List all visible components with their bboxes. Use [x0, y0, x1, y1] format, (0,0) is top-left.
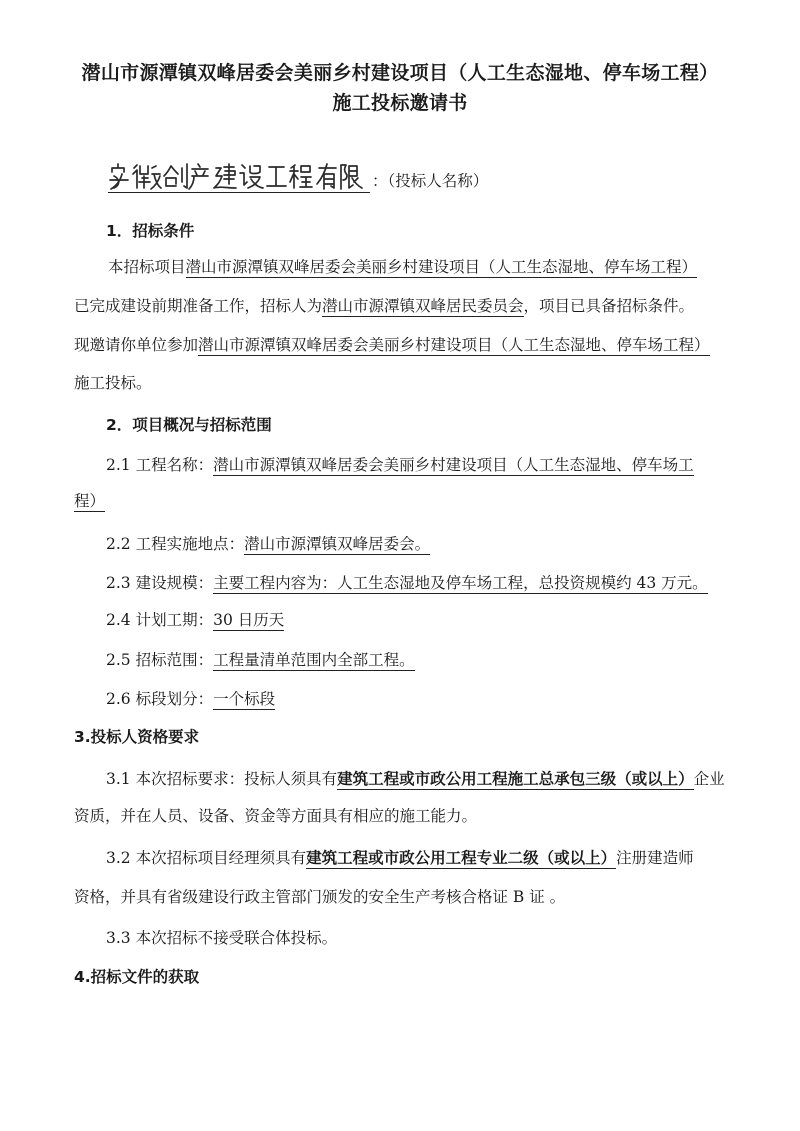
section1-para2-prefix: 已完成建设前期准备工作，招标人为	[74, 297, 323, 315]
item-3-2-requirement: 建筑工程或市政公用工程专业二级（或以上）	[306, 848, 617, 867]
bidder-name-suffix: ：（投标人名称）	[372, 172, 489, 190]
item-3-1-suffix: 企业	[693, 770, 725, 788]
item-2-1-label: 2.1 工程名称：	[106, 456, 214, 474]
section1-para3-prefix: 现邀请你单位参加	[74, 336, 199, 354]
section3-heading: 3.投标人资格要求	[74, 728, 200, 746]
item-2-4	[106, 609, 284, 631]
project-name-underlined-2: 潜山市源潭镇双峰居委会美丽乡村建设项目（人工生态湿地、停车场工程）	[198, 336, 710, 354]
item-3-3: 3.3 本次招标不接受联合体投标。	[106, 929, 338, 947]
item-2-5-value: 工程量清单范围内全部工程。	[213, 651, 415, 669]
item-2-1-continued	[74, 490, 105, 512]
section1-heading: 1．招标条件	[106, 222, 195, 240]
handwritten-signature-icon	[108, 160, 370, 192]
section1-para1	[108, 256, 697, 278]
section1-para3	[74, 334, 710, 356]
item-2-2-label: 2.2 工程实施地点：	[106, 535, 245, 553]
tenderer-name-underlined: 潜山市源潭镇双峰居民委员会	[322, 297, 524, 315]
section2-heading: 2．项目概况与招标范围	[106, 416, 272, 434]
item-3-1	[106, 768, 725, 790]
item-2-1-value-cont: 程）	[74, 492, 106, 510]
project-name-underlined: 潜山市源潭镇双峰居委会美丽乡村建设项目（人工生态湿地、停车场工程）	[185, 258, 698, 276]
section4-heading: 4.招标文件的获取	[74, 968, 200, 986]
item-2-3	[106, 572, 708, 594]
item-2-6-value: 一个标段	[213, 690, 276, 708]
item-2-3-label: 2.3 建设规模：	[106, 574, 214, 592]
item-3-1-requirement: 建筑工程或市政公用工程施工总承包三级（或以上）	[337, 769, 694, 788]
item-3-2-suffix: 注册建造师	[616, 849, 694, 867]
section1-para2	[74, 295, 694, 317]
document-title-line2: 施工投标邀请书	[332, 92, 468, 114]
item-2-1-value: 潜山市源潭镇双峰居委会美丽乡村建设项目（人工生态湿地、停车场工	[213, 456, 694, 474]
item-2-6-label: 2.6 标段划分：	[106, 690, 214, 708]
item-2-1	[106, 454, 694, 476]
item-3-1-line2: 资质，并在人员、设备、资金等方面具有相应的施工能力。	[74, 807, 478, 825]
item-3-2	[106, 847, 694, 869]
item-2-4-label: 2.4 计划工期：	[106, 611, 214, 629]
section1-para1-prefix: 本招标项目	[108, 258, 186, 276]
item-2-4-value: 30 日历天	[213, 611, 285, 629]
item-2-5	[106, 649, 415, 671]
item-3-1-prefix: 3.1 本次招标要求：投标人须具有	[106, 770, 338, 788]
document-title-line1: 潜山市源潭镇双峰居委会美丽乡村建设项目（人工生态湿地、停车场工程）	[81, 62, 719, 84]
item-2-3-value: 主要工程内容为：人工生态湿地及停车场工程，总投资规模约 43 万元。	[213, 574, 708, 592]
bidder-signature	[108, 160, 370, 193]
section1-para2-suffix: ，项目已具备招标条件。	[523, 297, 695, 315]
section1-para4: 施工投标。	[74, 374, 152, 392]
item-2-2-value: 潜山市源潭镇双峰居委会。	[244, 535, 431, 553]
item-2-6	[106, 688, 275, 710]
item-3-2-line2: 资格，并具有省级建设行政主管部门颁发的安全生产考核合格证 B 证 。	[74, 888, 566, 906]
item-3-2-prefix: 3.2 本次招标项目经理须具有	[106, 849, 307, 867]
item-2-2	[106, 533, 430, 555]
item-2-5-label: 2.5 招标范围：	[106, 651, 214, 669]
